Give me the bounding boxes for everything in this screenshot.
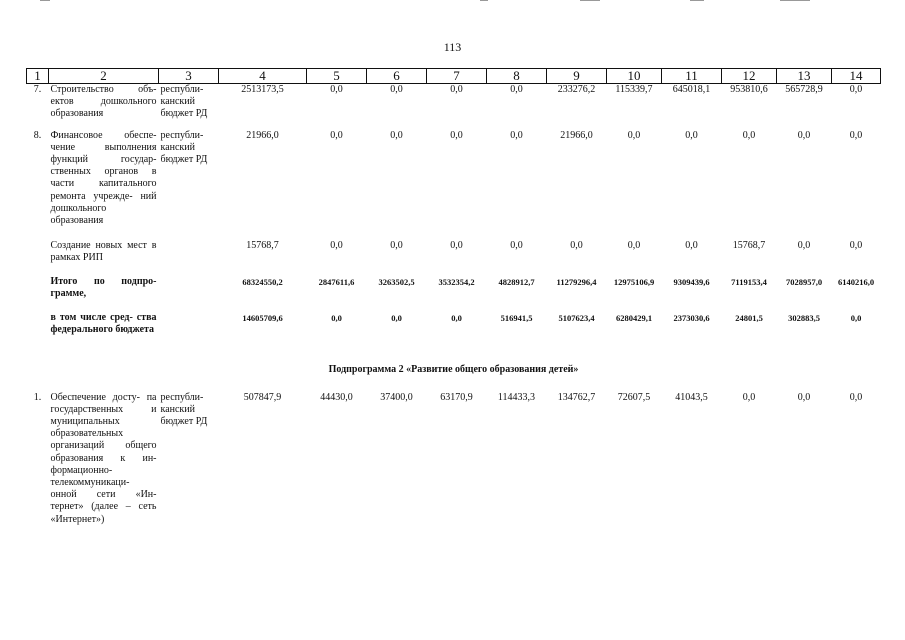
- value-cell: 0,0: [742, 391, 756, 403]
- funding-source: [159, 240, 219, 276]
- value-cell: 0,0: [849, 84, 863, 95]
- value-cell: 0,0: [742, 129, 756, 141]
- value-cell: 63170,9: [440, 391, 473, 403]
- value-cell: 233276,2: [557, 84, 596, 95]
- value-cell: 0,0: [849, 239, 863, 251]
- value-cell: 0,0: [627, 129, 641, 141]
- value-cell: 0,0: [510, 239, 523, 251]
- row-description: в том числе сред- ства федерального бюджета: [50, 311, 157, 335]
- value-cell: 12975106,9: [613, 276, 655, 287]
- value-cell: 3532354,2: [438, 276, 475, 287]
- value-cell: 134762,7: [557, 391, 596, 403]
- row-index: [27, 312, 49, 360]
- value-cell: 21966,0: [246, 129, 279, 141]
- column-header: 8: [487, 69, 547, 84]
- value-cell: 21966,0: [560, 129, 593, 141]
- table-row: [27, 392, 881, 532]
- value-cell: 114433,3: [497, 391, 536, 403]
- value-cell: 507847,9: [243, 391, 282, 403]
- value-cell: 7119153,4: [731, 276, 767, 287]
- value-cell: 115339,7: [615, 84, 653, 95]
- value-cell: 11279296,4: [556, 276, 597, 287]
- value-cell: 44430,0: [320, 391, 353, 403]
- value-cell: 0,0: [849, 129, 863, 141]
- value-cell: 302883,5: [788, 312, 820, 323]
- value-cell: 0,0: [685, 129, 698, 141]
- subprogram-heading-row: [27, 360, 881, 392]
- value-cell: 0,0: [331, 312, 342, 323]
- column-header: 11: [662, 69, 722, 84]
- value-cell: 2513173,5: [241, 84, 284, 95]
- value-cell: 0,0: [451, 312, 462, 323]
- value-cell: 0,0: [450, 129, 463, 141]
- value-cell: 3263502,5: [378, 276, 415, 287]
- value-cell: 0,0: [330, 84, 343, 95]
- column-header: 9: [547, 69, 607, 84]
- top-edge-rule: [580, 0, 600, 1]
- column-header: 4: [219, 69, 307, 84]
- table-row: [27, 276, 881, 312]
- funding-source: республи- канский бюджет РД: [160, 84, 208, 120]
- value-cell: 6140216,0: [837, 276, 875, 287]
- value-cell: 0,0: [390, 129, 403, 141]
- budget-table: [26, 68, 881, 532]
- value-cell: 0,0: [570, 239, 583, 251]
- value-cell: 0,0: [510, 84, 523, 95]
- top-edge-rule: [480, 0, 488, 1]
- column-number-header: [27, 69, 881, 84]
- value-cell: 0,0: [391, 312, 402, 323]
- value-cell: 0,0: [390, 239, 403, 251]
- value-cell: 0,0: [850, 312, 862, 323]
- row-index: 7.: [33, 84, 42, 95]
- value-cell: 0,0: [797, 129, 811, 141]
- table-row: [27, 312, 881, 360]
- value-cell: 2373030,6: [673, 312, 710, 323]
- row-index: [27, 240, 49, 276]
- column-header: 5: [307, 69, 367, 84]
- row-index: 1.: [33, 391, 42, 403]
- value-cell: 645018,1: [672, 84, 711, 95]
- value-cell: 6280429,1: [615, 312, 653, 323]
- row-description: Строительство объ- ектов дошкольного образования: [50, 84, 157, 120]
- row-description: Финансовое обеспе- чение выполнения функций государ- ственных органов в части капитального ремонта учрежде- ний дошкольного образования: [50, 129, 157, 226]
- row-description: Создание новых мест в рамках РИП: [50, 239, 157, 263]
- row-index: 8.: [33, 129, 42, 141]
- table-row: [27, 240, 881, 276]
- value-cell: 0,0: [510, 129, 523, 141]
- value-cell: 0,0: [450, 84, 463, 95]
- value-cell: 41043,5: [675, 391, 708, 403]
- value-cell: 24801,5: [735, 312, 763, 323]
- value-cell: 15768,7: [246, 239, 279, 251]
- value-cell: 37400,0: [380, 391, 413, 403]
- funding-source: республи- канский бюджет РД: [160, 391, 208, 427]
- column-header: 12: [722, 69, 777, 84]
- value-cell: 0,0: [685, 239, 698, 251]
- value-cell: 15768,7: [732, 239, 766, 251]
- value-cell: 565728,9: [785, 84, 823, 95]
- table-row: [27, 84, 881, 130]
- page-number: 113: [443, 40, 462, 54]
- table-row: [27, 130, 881, 240]
- top-edge-rule: [40, 0, 50, 1]
- value-cell: 516941,5: [500, 312, 533, 323]
- top-edge-rule: [690, 0, 704, 1]
- column-header: 3: [159, 69, 219, 84]
- value-cell: 7028957,0: [785, 276, 823, 287]
- column-header: 2: [49, 69, 159, 84]
- top-edge-rule: [780, 0, 810, 1]
- column-header: 14: [832, 69, 881, 84]
- row-description: Итого по подпро- грамме,: [50, 275, 157, 299]
- value-cell: 0,0: [390, 84, 403, 95]
- column-header: 1: [27, 69, 49, 84]
- value-cell: 0,0: [627, 239, 641, 251]
- funding-source: республи- канский бюджет РД: [160, 129, 208, 165]
- value-cell: 0,0: [797, 391, 811, 403]
- subprogram-heading: Подпрограмма 2 «Развитие общего образования детей»: [328, 363, 579, 375]
- column-header: 7: [427, 69, 487, 84]
- value-cell: 72607,5: [617, 391, 651, 403]
- value-cell: 2847611,6: [318, 276, 355, 287]
- value-cell: 0,0: [849, 391, 863, 403]
- value-cell: 0,0: [330, 129, 343, 141]
- value-cell: 14605709,6: [242, 312, 283, 323]
- value-cell: 953810,6: [730, 84, 768, 95]
- value-cell: 4828912,7: [498, 276, 535, 287]
- column-header: 13: [777, 69, 832, 84]
- value-cell: 68324550,2: [242, 276, 283, 287]
- column-header: 10: [607, 69, 662, 84]
- value-cell: 9309439,6: [673, 276, 710, 287]
- value-cell: 0,0: [797, 239, 811, 251]
- value-cell: 0,0: [450, 239, 463, 251]
- value-cell: 0,0: [330, 239, 343, 251]
- column-header: 6: [367, 69, 427, 84]
- funding-source: [159, 312, 219, 360]
- funding-source: [159, 276, 219, 312]
- row-index: [27, 276, 49, 312]
- row-description: Обеспечение досту- па государственных и муниципальных образовательных организаций общего образования к ин- формационно- телекоммуникаци- онной сети «Ин- тернет» (далее – сеть «Интернет»): [50, 391, 157, 525]
- value-cell: 5107623,4: [558, 312, 595, 323]
